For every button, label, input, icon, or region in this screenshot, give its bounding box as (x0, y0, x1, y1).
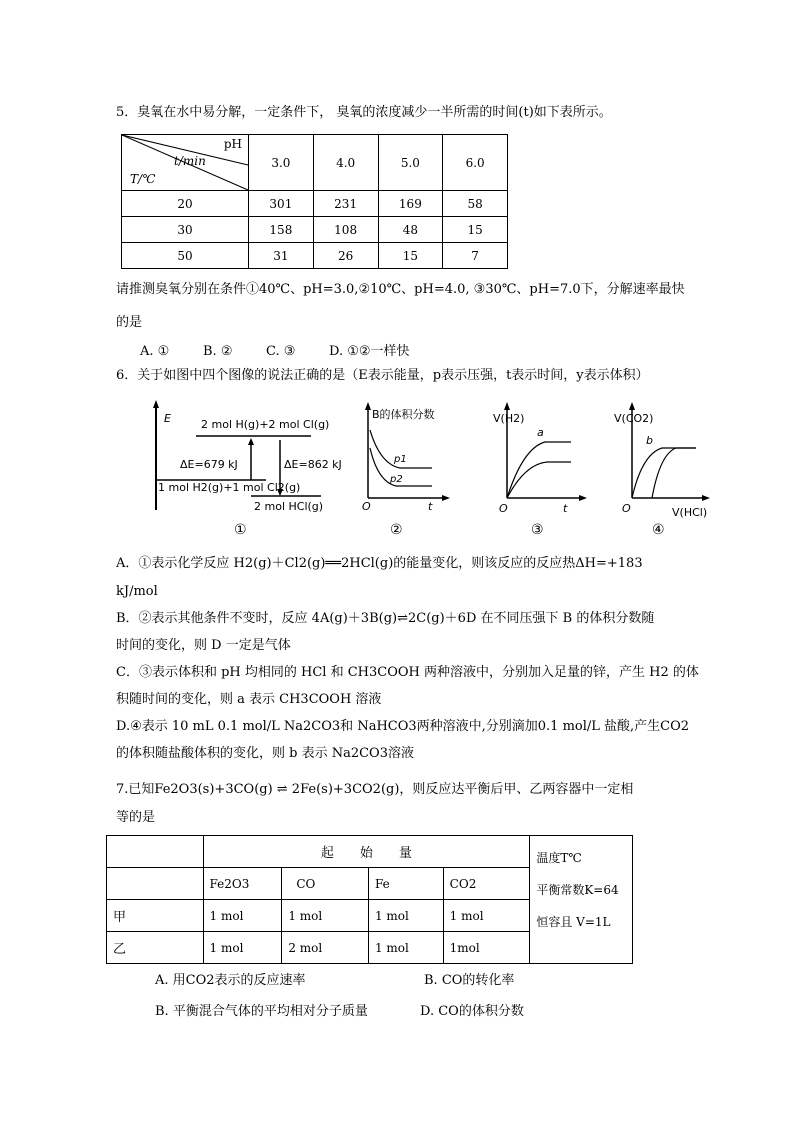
fig2-x-arrow (442, 495, 450, 501)
side-notes-cell (530, 836, 633, 964)
value-cell: 1 mol (368, 932, 443, 964)
fig4-x-label: V(HCl) (672, 506, 708, 519)
fig3-x-label: t (563, 502, 568, 515)
q5-table (121, 134, 508, 269)
value-cell: 1 mol (203, 900, 282, 932)
value-cell: 1 mol (282, 900, 369, 932)
q6-option-c-line1: C．③表示体积和 pH 均相同的 HCl 和 CH3COOH 两种溶液中，分别加入足量的锌，产生 H2 的体 (116, 665, 699, 680)
value-cell: 7 (443, 243, 508, 269)
fig3-y-arrow (504, 402, 510, 410)
value-cell: 1 mol (203, 932, 282, 964)
row-name: 乙 (107, 932, 204, 964)
q5-option-d: D. ①②一样快 (329, 344, 410, 359)
ph-header: 6.0 (443, 135, 508, 191)
volume-fraction-chart (358, 398, 458, 543)
value-cell: 158 (249, 217, 314, 243)
e-axis-label: E (164, 412, 171, 425)
q5-stem: 5．臭氧在水中易分解，一定条件下， 臭氧的浓度减少一半所需的时间(t)如下表所示。 (116, 105, 612, 120)
top-level-label: 2 mol H(g)+2 mol Cl(g) (201, 418, 330, 431)
fig1-label: ① (234, 522, 247, 538)
value-cell: 26 (313, 243, 378, 269)
empty-cell (107, 868, 204, 900)
fig2-origin: O (362, 500, 371, 513)
side-note-temperature: 温度T℃ (536, 851, 582, 865)
value-cell: 48 (378, 217, 443, 243)
corner-T: T/℃ (130, 172, 156, 186)
value-cell: 169 (378, 191, 443, 217)
h2-volume-chart (495, 398, 595, 543)
value-cell: 58 (443, 191, 508, 217)
table-row (122, 191, 508, 217)
q7-option-b: B. CO的转化率 (424, 973, 515, 988)
value-cell: 31 (249, 243, 314, 269)
value-cell: 1mol (443, 932, 530, 964)
col-header: CO (282, 868, 369, 900)
q6-option-b-line1: B．②表示其他条件不变时，反应 4A(g)＋3B(g)⇌2C(g)＋6D 在不同压强下 B 的体积分数随 (116, 611, 655, 626)
fig4-y-label: V(CO2) (614, 412, 654, 425)
value-cell: 1 mol (443, 900, 530, 932)
curve-a (507, 442, 571, 498)
ph-header: 4.0 (313, 135, 378, 191)
ph-header: 5.0 (378, 135, 443, 191)
table-row (122, 217, 508, 243)
fig2-x-label: t (428, 500, 433, 513)
empty-header-cell (107, 836, 204, 868)
table-row (122, 243, 508, 269)
q6-option-d-line2: 的体积随盐酸体积的变化，则 b 表示 Na2CO3溶液 (116, 746, 414, 761)
q6-stem: 6．关于如图中四个图像的说法正确的是（E表示能量，p表示压强，t表示时间，y表示体积） (116, 368, 649, 383)
q6-option-a-line2: kJ/mol (116, 584, 158, 599)
row-name: 甲 (107, 900, 204, 932)
fig3-x-arrow (579, 495, 587, 501)
fig3-origin: O (499, 502, 508, 515)
fig4-x-arrow (702, 495, 710, 501)
de1-label: ΔE=679 kJ (180, 458, 238, 471)
q5-table-corner (122, 135, 249, 191)
curve-a-label: a (537, 426, 544, 439)
e-axis-arrow (153, 400, 159, 408)
fig4-label: ④ (652, 522, 665, 538)
q5-option-c: C. ③ (266, 344, 296, 359)
fig4-y-arrow (629, 402, 635, 410)
side-note-volume: 恒容且 V=1L (536, 915, 611, 929)
fig3-y-label: V(H2) (493, 412, 525, 425)
corner-ph: pH (223, 137, 242, 151)
value-cell: 2 mol (282, 932, 369, 964)
corner-t: t/min (174, 154, 206, 168)
value-cell: 1 mol (368, 900, 443, 932)
side-note-k: 平衡常数K=64 (536, 883, 619, 897)
fig2-label: ② (390, 522, 403, 538)
value-cell: 108 (313, 217, 378, 243)
value-cell: 231 (313, 191, 378, 217)
fig2-y-label: B的体积分数 (372, 408, 435, 421)
temp-cell: 50 (122, 243, 249, 269)
q7-table (106, 835, 633, 964)
q7-option-d: D. CO的体积分数 (420, 1004, 524, 1019)
q5-option-b: B. ② (203, 344, 233, 359)
p2-label: p2 (390, 474, 403, 485)
mid-level-label: 1 mol H2(g)+1 mol Cl2(g) (158, 481, 301, 494)
de1-arrow-head (248, 438, 254, 445)
fig2-y-arrow (365, 402, 371, 410)
fig4-origin: O (622, 502, 631, 515)
q7-stem-line1: 7.已知Fe2O3(s)+3CO(g) ⇌ 2Fe(s)+3CO2(g)，则反应达平衡后甲、乙两容器中一定相 (116, 782, 634, 797)
start-header: 起 始 量 (203, 836, 530, 868)
curve-other (652, 448, 696, 498)
fig3-label: ③ (531, 522, 544, 538)
col-header: Fe (368, 868, 443, 900)
q7-stem-line2: 等的是 (116, 810, 156, 825)
de2-label: ΔE=862 kJ (284, 458, 342, 471)
p1-label: p1 (394, 454, 407, 465)
curve-b-label: b (646, 434, 653, 447)
q5-option-a: A. ① (140, 344, 170, 359)
col-header: CO2 (443, 868, 530, 900)
q5-question-line2: 的是 (116, 315, 143, 330)
q6-option-b-line2: 时间的变化，则 D 一定是气体 (116, 638, 291, 653)
curve-b (632, 448, 696, 498)
value-cell: 15 (378, 243, 443, 269)
temp-cell: 20 (122, 191, 249, 217)
col-header: Fe2O3 (203, 868, 282, 900)
q6-option-a-line1: A．①表示化学反应 H2(g)＋Cl2(g)══2HCl(g)的能量变化，则该反应的反应热ΔH=+183 (116, 556, 643, 571)
ph-header: 3.0 (249, 135, 314, 191)
q7-option-c: B. 平衡混合气体的平均相对分子质量 (155, 1004, 368, 1019)
q6-option-d-line1: D.④表示 10 mL 0.1 mol/L Na2CO3和 NaHCO3两种溶液中,分别滴加0.1 mol/L 盐酸,产生CO2 (116, 719, 690, 734)
q7-option-a: A. 用CO2表示的反应速率 (155, 973, 306, 988)
temp-cell: 30 (122, 217, 249, 243)
value-cell: 301 (249, 191, 314, 217)
q6-option-c-line2: 积随时间的变化，则 a 表示 CH3COOH 溶液 (116, 692, 382, 707)
co2-volume-chart (614, 398, 718, 543)
q5-question-line1: 请推测臭氧分别在条件①40℃、pH=3.0,②10℃、pH=4.0, ③30℃、pH=7.0下，分解速率最快 (116, 282, 685, 297)
energy-diagram (146, 398, 356, 543)
value-cell: 15 (443, 217, 508, 243)
low-level-label: 2 mol HCl(g) (254, 500, 324, 513)
curve-other (507, 462, 571, 498)
